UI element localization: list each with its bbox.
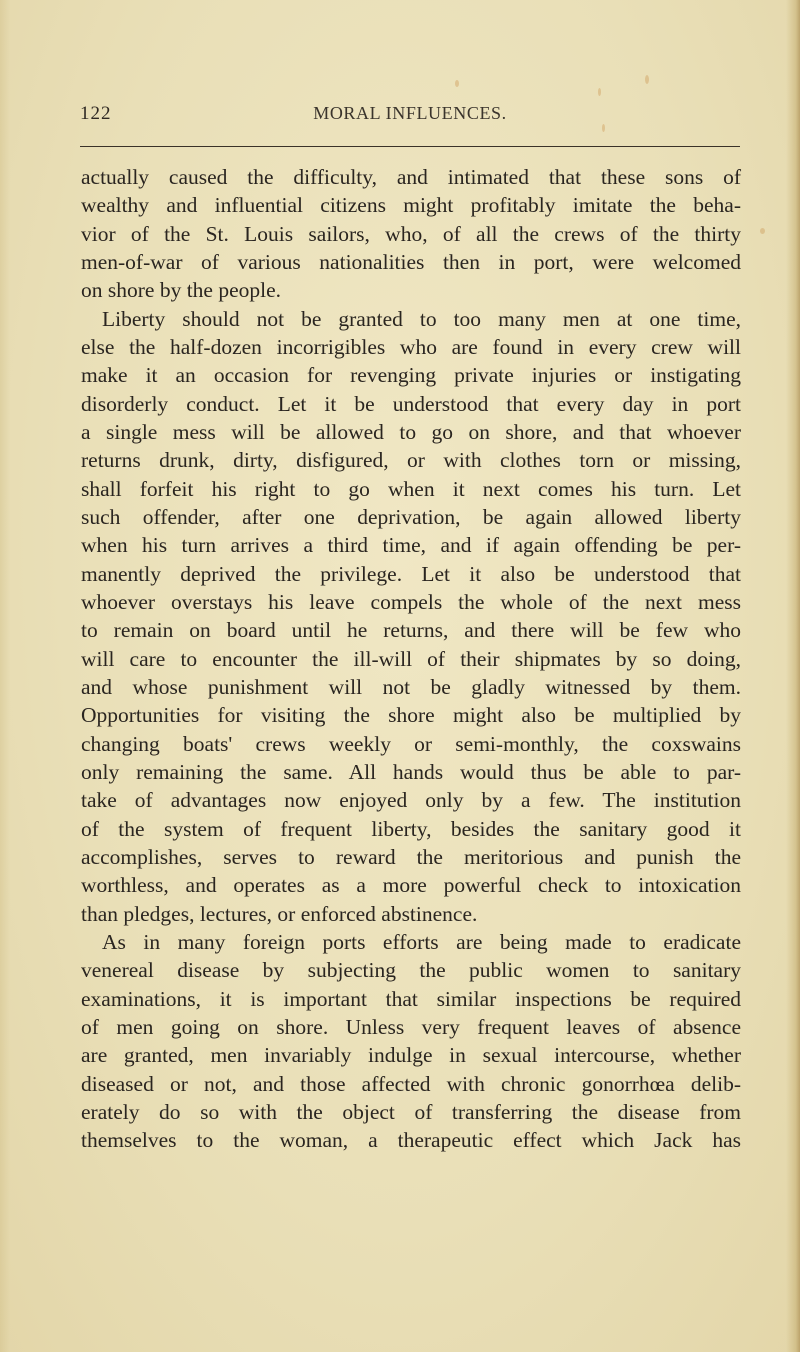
page-edge-shadow-left — [0, 0, 10, 1352]
text-line: on shore by the people. — [81, 278, 282, 303]
page-edge-shadow-right — [786, 0, 800, 1352]
paper-speck — [760, 228, 765, 234]
text-line: else the half-dozen incorrigibles who are found in every crew will — [81, 334, 741, 359]
text-line: manently deprived the privilege. Let it also be understood that — [81, 561, 741, 586]
text-line: erately do so with the object of transferring the disease from — [81, 1099, 741, 1124]
text-line: shall forfeit his right to go when it next comes his turn. Let — [81, 476, 741, 501]
text-line: such offender, after one deprivation, be again allowed liberty — [81, 504, 741, 529]
text-line: a single mess will be allowed to go on shore, and that whoever — [81, 419, 741, 444]
text-line: take of advantages now enjoyed only by a few. The institution — [81, 788, 741, 813]
text-line: returns drunk, dirty, disfigured, or with clothes torn or missing, — [81, 448, 741, 473]
text-line: venereal disease by subjecting the public women to sanitary — [81, 958, 741, 983]
running-head — [80, 103, 740, 127]
text-line: whoever overstays his leave compels the whole of the next mess — [81, 589, 741, 614]
text-line: examinations, it is important that similar inspections be required — [81, 986, 741, 1011]
text-line: of the system of frequent liberty, besides the sanitary good it — [81, 816, 741, 841]
text-line: will care to encounter the ill-will of their shipmates by so doing, — [81, 646, 741, 671]
text-line: diseased or not, and those affected with chronic gonorrhœa delib- — [81, 1071, 741, 1096]
text-line: make it an occasion for revenging private injuries or instigating — [81, 363, 741, 388]
text-line: of men going on shore. Unless very frequent leaves of absence — [81, 1014, 741, 1039]
text-line: worthless, and operates as a more powerful check to intoxication — [81, 873, 741, 898]
body-text — [81, 163, 741, 1154]
text-line: actually caused the difficulty, and intimated that these sons of — [81, 165, 741, 189]
text-line: are granted, men invariably indulge in sexual intercourse, whether — [81, 1043, 741, 1068]
paper-speck — [598, 88, 601, 96]
text-line: only remaining the same. All hands would thus be able to par- — [81, 759, 741, 784]
text-line: Opportunities for visiting the shore might also be multiplied by — [81, 703, 741, 728]
text-line: wealthy and influential citizens might profitably imitate the beha- — [81, 193, 741, 218]
text-line: when his turn arrives a third time, and if again offending be per- — [81, 533, 741, 558]
text-line: to remain on board until he returns, and there will be few who — [81, 618, 741, 643]
text-line: men-of-war of various nationalities then in port, were welcomed — [81, 249, 741, 274]
text-line: and whose punishment will not be gladly witnessed by them. — [81, 674, 741, 699]
text-line: As in many foreign ports efforts are being made to eradicate — [102, 929, 741, 954]
text-line: accomplishes, serves to reward the meritorious and punish the — [81, 844, 741, 869]
page-number: 122 — [80, 103, 112, 124]
text-line: themselves to the woman, a therapeutic effect which Jack has — [81, 1128, 741, 1153]
running-head-title: MORAL INFLUENCES. — [313, 103, 507, 123]
header-rule — [80, 146, 740, 147]
text-line: vior of the St. Louis sailors, who, of all the crews of the thirty — [81, 221, 741, 246]
text-line: disorderly conduct. Let it be understood that every day in port — [81, 391, 741, 416]
paper-speck — [645, 75, 649, 84]
text-line: Liberty should not be granted to too many men at one time, — [102, 306, 741, 331]
paper-speck — [455, 80, 459, 87]
text-line: than pledges, lectures, or enforced abstinence. — [81, 901, 478, 926]
text-line: changing boats' crews weekly or semi-monthly, the coxswains — [81, 731, 741, 756]
